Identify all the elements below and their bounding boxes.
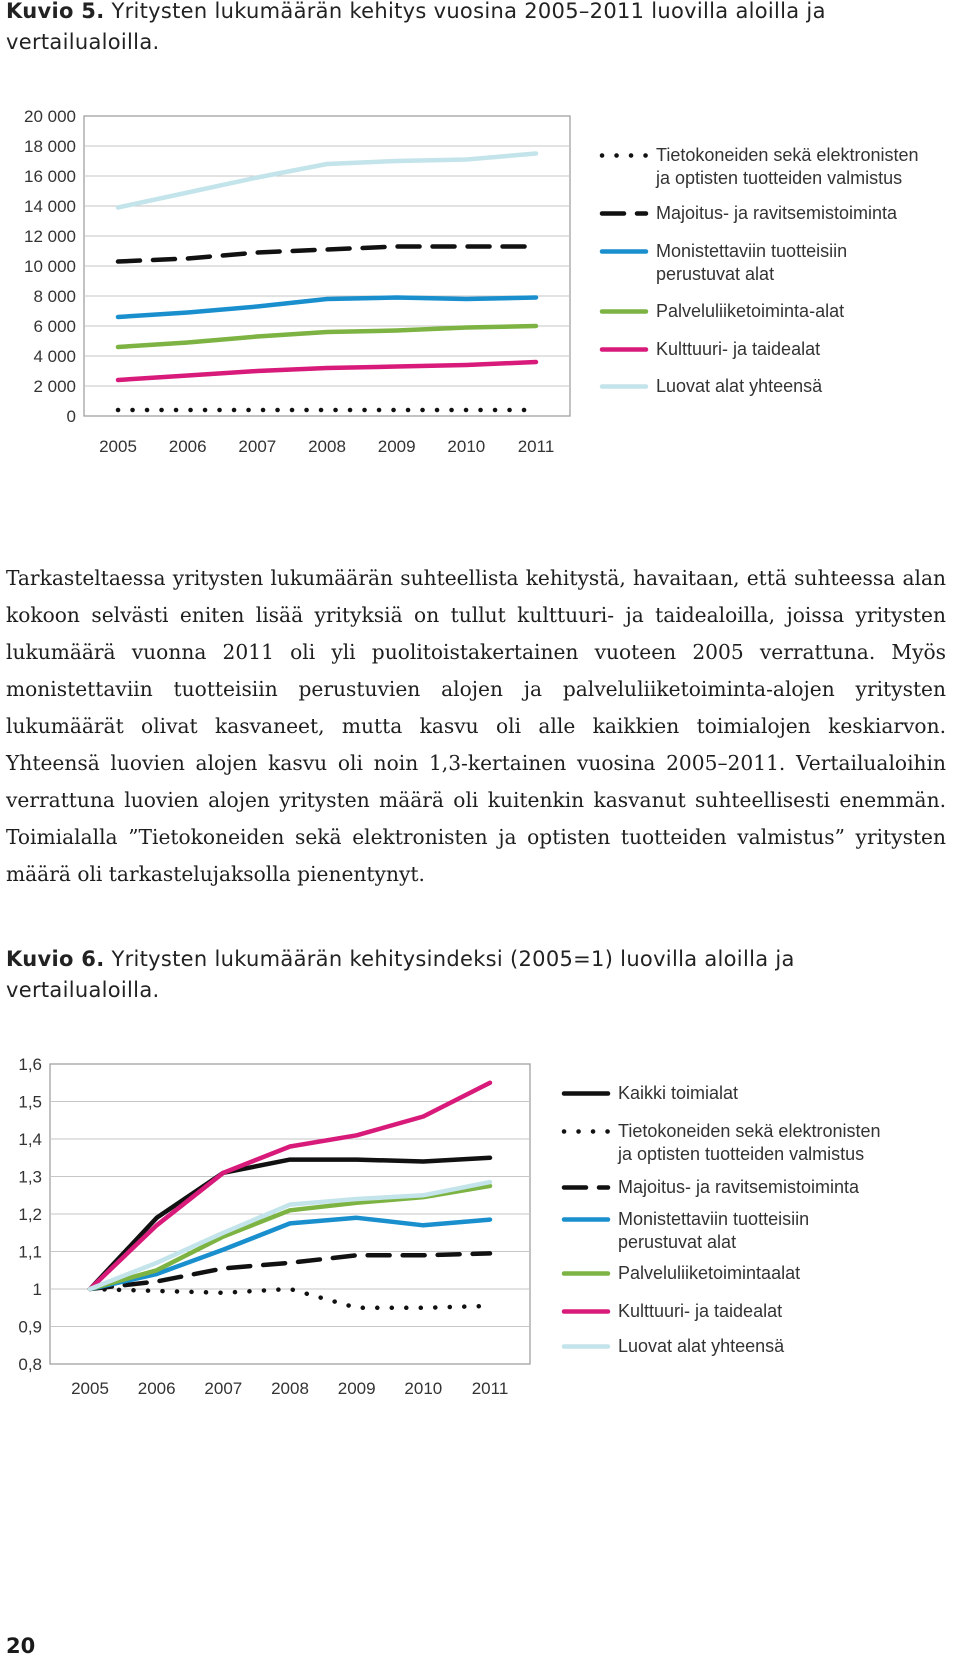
legend-swatch xyxy=(598,300,650,323)
legend-label: Kaikki toimialat xyxy=(618,1083,739,1103)
legend-label: Monistettaviin tuotteisiin perustuvat alat xyxy=(656,241,848,284)
x-tick-label: 2007 xyxy=(204,1379,243,1398)
x-tick-label: 2006 xyxy=(137,1379,176,1398)
legend-swatch xyxy=(560,1082,612,1105)
y-tick-label: 20 000 xyxy=(24,107,76,126)
x-tick-label: 2011 xyxy=(471,1379,509,1398)
legend-label: Palveluliiketoiminta-alat xyxy=(656,301,845,321)
y-tick-label: 8 000 xyxy=(33,287,76,306)
legend-swatch xyxy=(560,1120,612,1143)
y-tick-label: 1,1 xyxy=(18,1242,42,1262)
series-line-5 xyxy=(90,1083,490,1289)
figure1-caption-text: Yritysten lukumäärän kehitys vuosina 2005–2011 luovilla aloilla ja vertailualoilla. xyxy=(6,0,826,54)
y-tick-label: 6 000 xyxy=(33,317,76,336)
x-tick-label: 2006 xyxy=(168,437,207,456)
y-tick-label: 1,4 xyxy=(18,1130,42,1149)
y-tick-label: 1,6 xyxy=(18,1055,42,1074)
y-tick-label: 14 000 xyxy=(24,197,76,216)
x-tick-label: 2008 xyxy=(271,1379,309,1398)
legend-label: Monistettaviin tuotteisiin perustuvat alat xyxy=(618,1209,810,1252)
y-tick-label: 18 000 xyxy=(24,137,76,156)
figure1-line-chart xyxy=(0,100,580,460)
y-tick-label: 1,2 xyxy=(18,1205,42,1224)
legend-label: Majoitus- ja ravitsemistoiminta xyxy=(656,203,898,223)
series-line-4 xyxy=(118,362,536,380)
legend-label: Luovat alat yhteensä xyxy=(618,1336,785,1356)
series-line-4 xyxy=(90,1186,490,1289)
page-number: 20 xyxy=(6,1634,36,1658)
figure1-caption-number: Kuvio 5. xyxy=(6,0,105,23)
legend-swatch xyxy=(560,1262,612,1285)
body-paragraph-text: Tarkasteltaessa yritysten lukumäärän suhteellista kehitystä, havaitaan, että suhteessa alan kokoon selvästi eniten lisää yrityksiä on tullut kulttuuri- ja taidealoilla, joissa yritysten lukumäärä vuonna 2011 oli yli puolitoistakertainen vuoteen 2005 verrattuna. Myös monistettaviin tuotteisiin perustuvien alojen ja palveluliiketoiminta-alojen yritysten lukumäärät olivat kasvaneet, mutta kasvu oli alle kaikkien toimialojen keskiarvon. Yhteensä luovien alojen kasvu oli noin 1,3-kertainen vuosina 2005–2011. Vertailualoihin verrattuna luovien alojen yritysten määrä oli kuitenkin kasvanut suhteellisesti enemmän. Toimialalla ”Tietokoneiden sekä elektronisten ja optisten tuotteiden valmistus” yritysten määrä oli tarkastelujaksolla pienentynyt. xyxy=(6,566,946,886)
x-tick-label: 2011 xyxy=(517,437,555,456)
legend-swatch xyxy=(598,144,650,167)
y-tick-label: 0 xyxy=(66,407,76,426)
series-line-3 xyxy=(90,1218,490,1289)
x-tick-label: 2008 xyxy=(308,437,346,456)
series-line-3 xyxy=(118,326,536,347)
body-paragraph xyxy=(6,560,946,893)
figure2-caption-number: Kuvio 6. xyxy=(6,947,105,971)
y-tick-label: 10 000 xyxy=(24,257,76,276)
x-tick-label: 2009 xyxy=(337,1379,376,1398)
y-tick-label: 12 000 xyxy=(24,227,76,246)
legend-label: Tietokoneiden sekä elektronisten ja optisten tuotteiden valmistus xyxy=(656,145,919,188)
legend-swatch xyxy=(598,240,650,263)
series-line-1 xyxy=(118,247,536,262)
figure2-caption xyxy=(6,944,926,1006)
legend-label: Kulttuuri- ja taidealat xyxy=(618,1301,783,1321)
x-tick-label: 2005 xyxy=(71,1379,109,1398)
y-tick-label: 4 000 xyxy=(33,347,76,366)
series-line-5 xyxy=(118,154,536,208)
y-tick-label: 2 000 xyxy=(33,377,76,396)
legend-label: Kulttuuri- ja taidealat xyxy=(656,339,821,359)
figure1-caption xyxy=(6,0,926,58)
x-tick-label: 2007 xyxy=(238,437,277,456)
legend-label: Majoitus- ja ravitsemistoiminta xyxy=(618,1177,860,1197)
series-line-1 xyxy=(90,1289,490,1308)
legend-swatch xyxy=(560,1335,612,1358)
legend-label: Tietokoneiden sekä elektronisten ja optisten tuotteiden valmistus xyxy=(618,1121,881,1164)
x-tick-label: 2009 xyxy=(377,437,416,456)
legend-label: Palveluliiketoimintaalat xyxy=(618,1263,801,1283)
y-tick-label: 1,3 xyxy=(18,1167,42,1187)
legend-swatch xyxy=(560,1208,612,1231)
y-tick-label: 16 000 xyxy=(24,167,76,186)
x-tick-label: 2010 xyxy=(447,437,486,456)
legend-swatch xyxy=(598,338,650,361)
y-tick-label: 1,5 xyxy=(18,1092,42,1112)
x-tick-label: 2005 xyxy=(99,437,137,456)
legend-swatch xyxy=(560,1300,612,1323)
legend-label: Luovat alat yhteensä xyxy=(656,376,823,396)
legend-swatch xyxy=(598,202,650,225)
legend-swatch xyxy=(598,375,650,398)
y-tick-label: 0,9 xyxy=(18,1317,42,1337)
legend-swatch xyxy=(560,1176,612,1199)
y-tick-label: 0,8 xyxy=(18,1355,42,1374)
series-line-2 xyxy=(118,298,536,318)
y-tick-label: 1 xyxy=(32,1280,42,1299)
x-tick-label: 2010 xyxy=(404,1379,443,1398)
figure2-line-chart xyxy=(0,1040,560,1420)
figure2-caption-text: Yritysten lukumäärän kehitysindeksi (2005=1) luovilla aloilla ja vertailualoilla. xyxy=(6,947,795,1002)
